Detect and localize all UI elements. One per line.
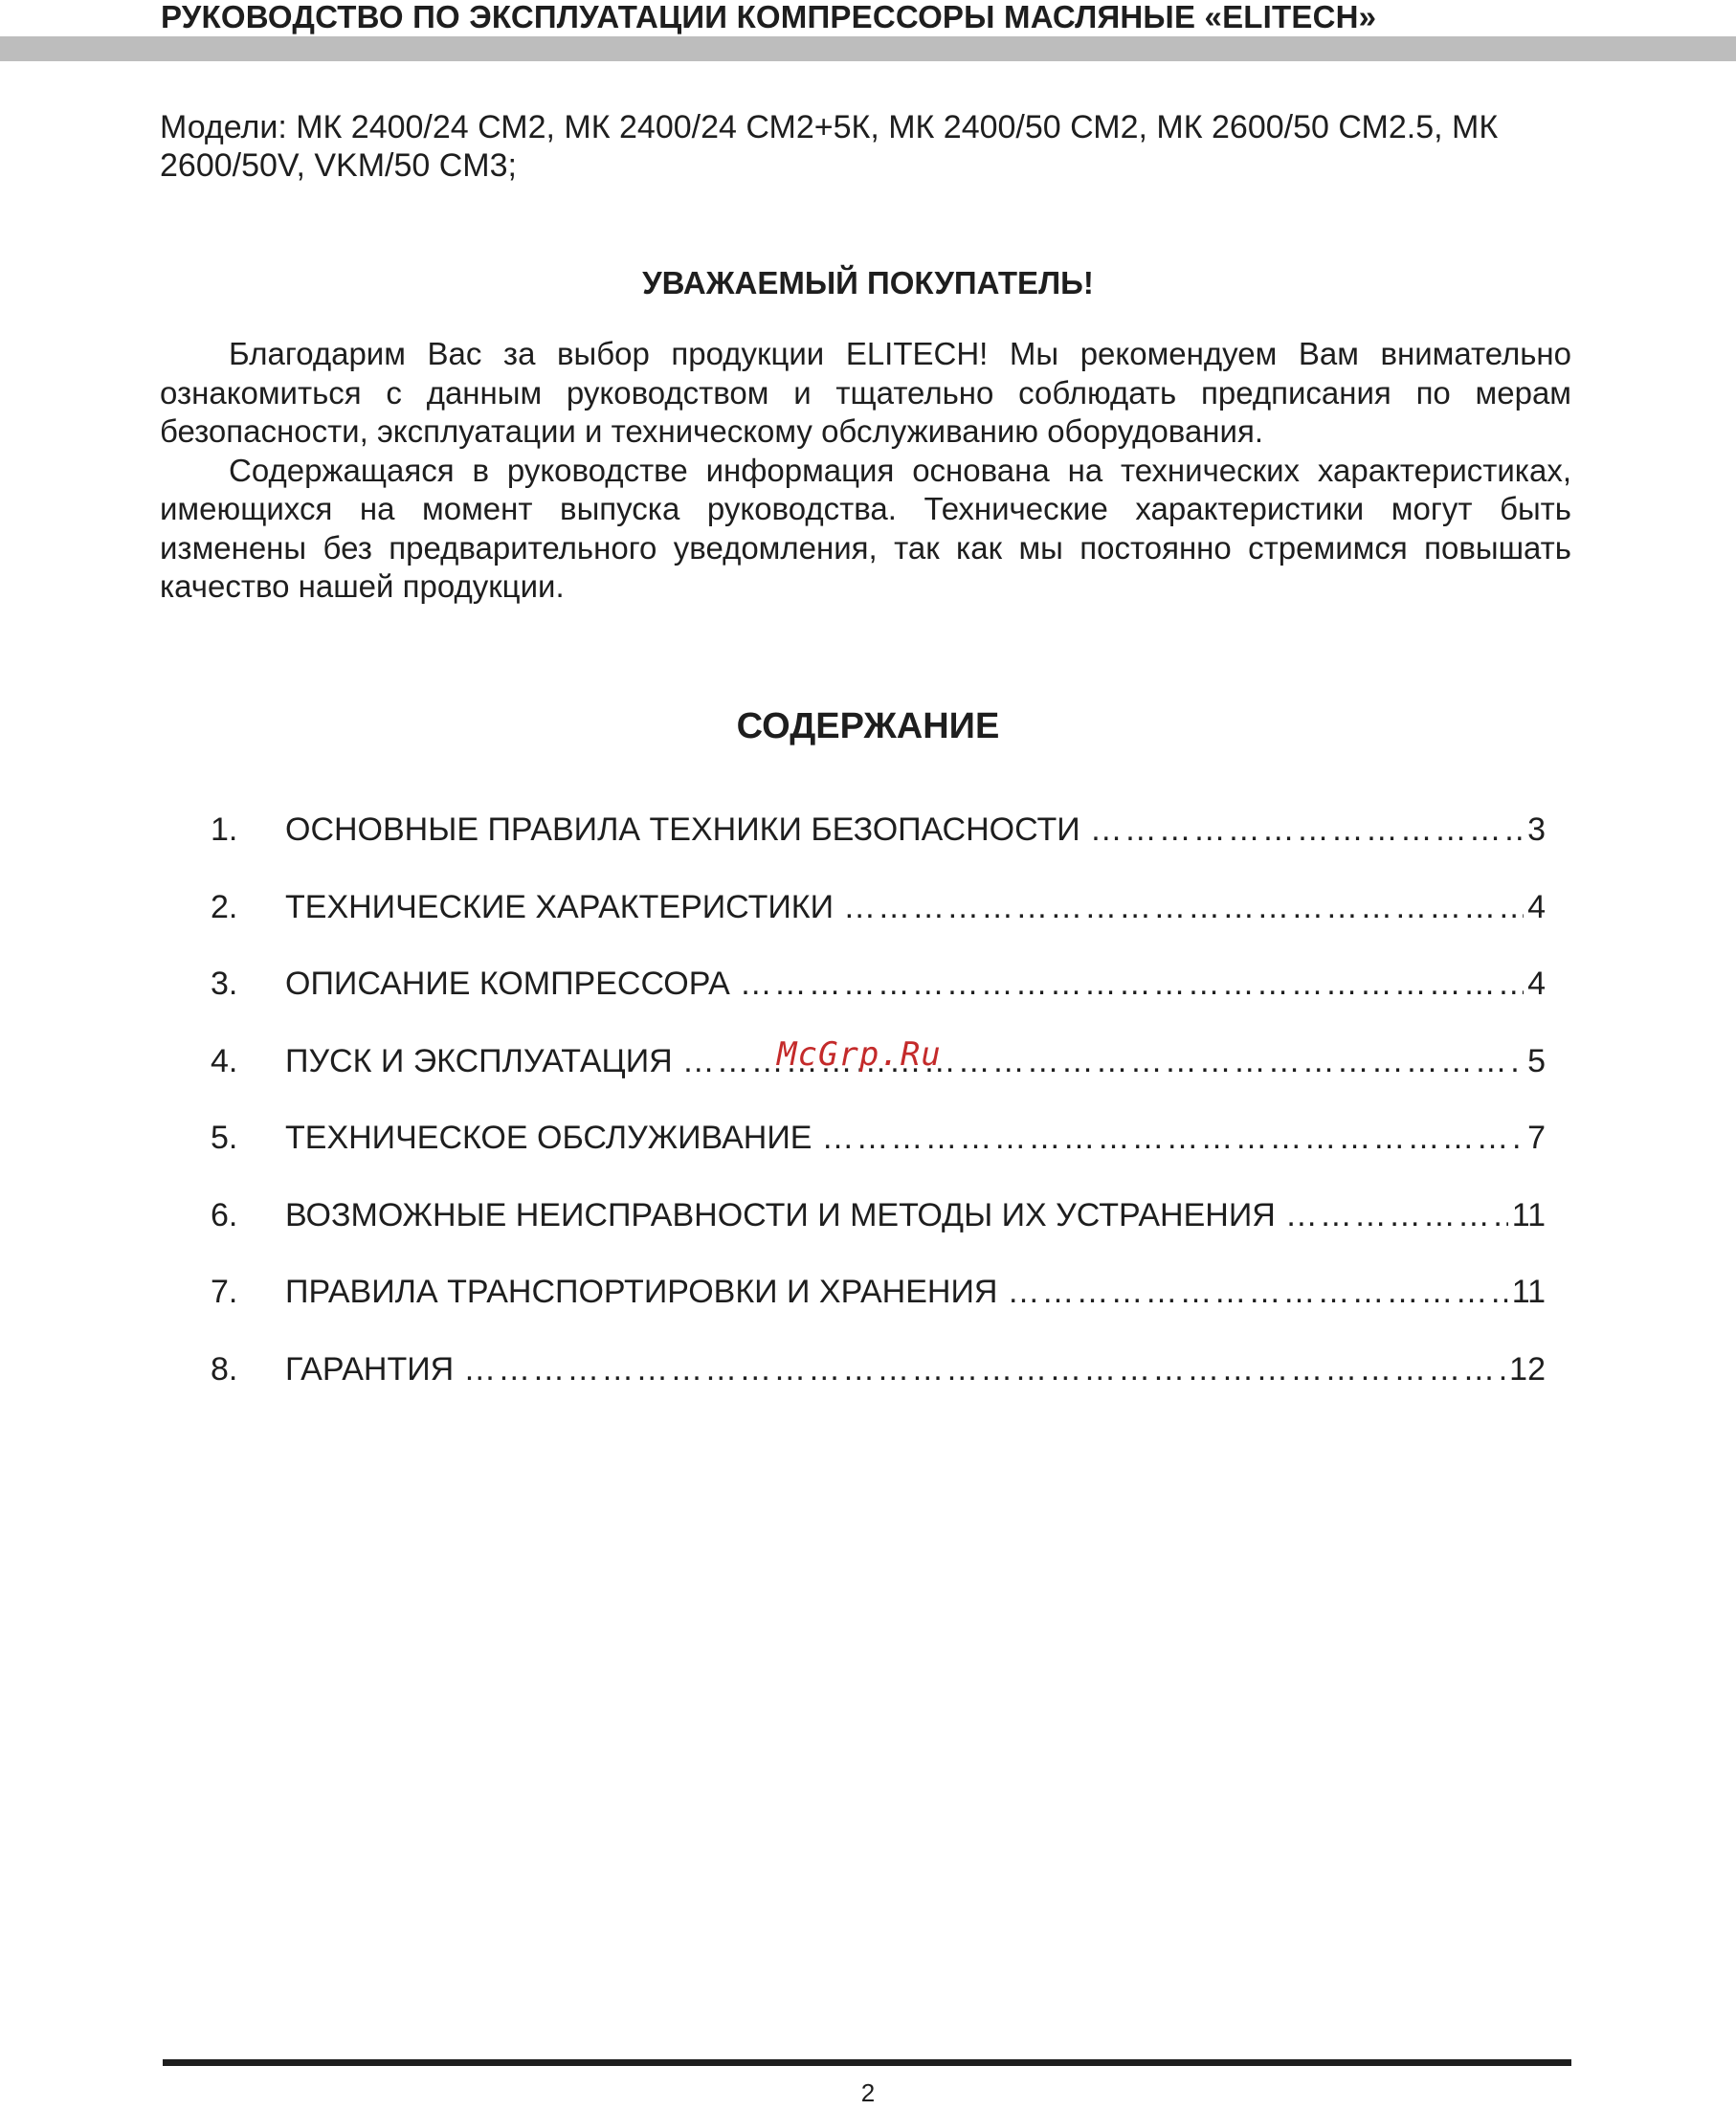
toc-item[interactable] (211, 1350, 1546, 1428)
toc-item-page: 11 (1511, 1196, 1546, 1233)
toc-item-label: ГАРАНТИЯ (285, 1350, 455, 1388)
toc-item-page: 3 (1527, 811, 1546, 848)
toc-item[interactable] (211, 1119, 1546, 1196)
toc-leader-dots (843, 888, 1524, 926)
greeting-heading: УВАЖАЕМЫЙ ПОКУПАТЕЛЬ! (642, 265, 1094, 300)
intro-text (160, 335, 1571, 607)
toc-item-label: ПРАВИЛА ТРАНСПОРТИРОВКИ И ХРАНЕНИЯ (285, 1274, 998, 1310)
toc-item-page: 7 (1527, 1120, 1546, 1156)
toc-item[interactable] (211, 1196, 1546, 1274)
toc-item-label: ПУСК И ЭКСПЛУАТАЦИЯ (285, 1042, 673, 1079)
toc-item-number: 8. (211, 1350, 238, 1388)
toc-item-number: 5. (211, 1120, 238, 1156)
toc-leader-dots (1007, 1273, 1507, 1311)
table-of-contents (211, 811, 1546, 1427)
toc-item-page: 11 (1511, 1274, 1546, 1310)
toc-item-page: 4 (1527, 888, 1546, 925)
toc-item[interactable] (211, 888, 1546, 966)
toc-item-page: 4 (1527, 966, 1546, 1002)
document-header-title: РУКОВОДСТВО ПО ЭКСПЛУАТАЦИИ КОМПРЕССОРЫ МАСЛЯНЫЕ «ELITECH» (161, 0, 1377, 34)
footer-rule (163, 2059, 1571, 2066)
toc-item-label: ОСНОВНЫЕ ПРАВИЛА ТЕХНИКИ БЕЗОПАСНОСТИ (285, 811, 1080, 848)
models-list: Модели: МК 2400/24 СМ2, МК 2400/24 СМ2+5К, МК 2400/50 СМ2, МК 2600/50 СМ2.5, МК 2600/50V, VKM/50 CM3; (160, 109, 1499, 184)
toc-title: СОДЕРЖАНИЕ (736, 706, 1000, 746)
toc-item[interactable] (211, 965, 1546, 1042)
toc-item-number: 6. (211, 1196, 238, 1233)
toc-item-number: 4. (211, 1042, 238, 1079)
intro-paragraph: Содержащаяся в руководстве информация основана на технических характеристиках, имеющихся на момент выпуска руководства. Технические характеристики могут быть изменены без предварительного уведомления, так как мы постоянно стремимся повышать качество нашей продукции. (160, 452, 1571, 604)
toc-item-number: 3. (211, 966, 238, 1002)
toc-leader-dots (821, 1119, 1524, 1157)
toc-leader-dots (1090, 811, 1524, 849)
toc-item-page: 12 (1509, 1350, 1546, 1388)
toc-item-label: ТЕХНИЧЕСКИЕ ХАРАКТЕРИСТИКИ (285, 888, 835, 925)
toc-item-page: 5 (1527, 1042, 1546, 1079)
toc-item-number: 7. (211, 1274, 238, 1310)
toc-item-label: ОПИСАНИЕ КОМПРЕССОРА (285, 966, 730, 1002)
toc-leader-dots (463, 1350, 1505, 1388)
toc-item-label: ТЕХНИЧЕСКОЕ ОБСЛУЖИВАНИЕ (285, 1120, 812, 1156)
toc-leader-dots (1285, 1196, 1508, 1234)
intro-paragraph: Благодарим Вас за выбор продукции ELITECH! Мы рекомендуем Вам внимательно ознакомиться с данным руководством и тщательно соблюдать предписания по мерам безопасности, эксплуатации и техническому обслуживанию оборудования. (160, 336, 1571, 449)
toc-item[interactable] (211, 1273, 1546, 1350)
toc-leader-dots (740, 965, 1524, 1003)
toc-item-number: 1. (211, 811, 238, 848)
toc-item-number: 2. (211, 888, 238, 925)
watermark-text: McGrp.Ru (777, 1035, 942, 1074)
toc-item[interactable] (211, 811, 1546, 888)
toc-item-label: ВОЗМОЖНЫЕ НЕИСПРАВНОСТИ И МЕТОДЫ ИХ УСТРАНЕНИЯ (285, 1196, 1276, 1233)
header-bar (0, 36, 1736, 61)
page-number: 2 (860, 2078, 876, 2107)
